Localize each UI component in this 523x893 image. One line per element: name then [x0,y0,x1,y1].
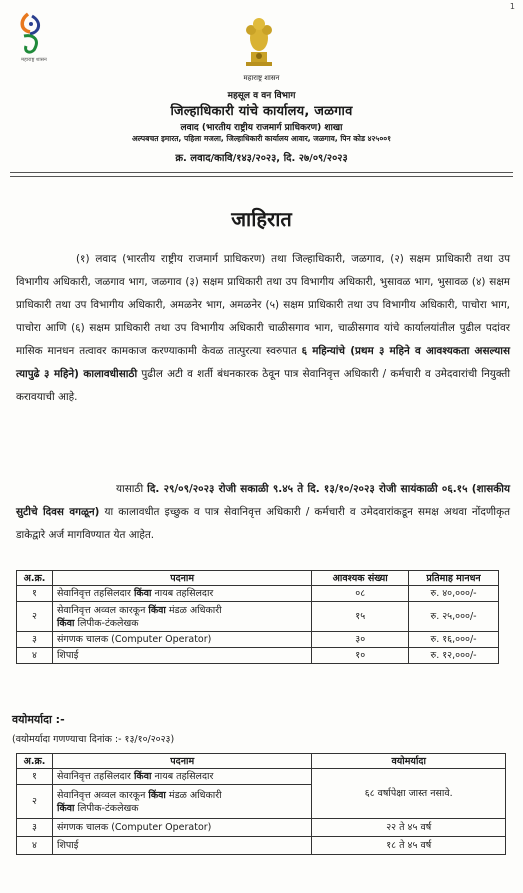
notice-title: जाहिरात [231,207,292,231]
column-header: पदनाम [52,571,311,586]
header-department: महसूल व वन विभाग [227,91,296,101]
column-header: पदनाम [52,754,311,769]
maharashtra-logo-icon [14,10,48,58]
column-header: अ.क्र. [17,571,53,586]
logo-caption: महाराष्ट्र शासन [21,57,47,63]
header-address: अल्पबचत इमारत, पहिला मजला, जिल्हाधिकारी कार्यालय आवार, जळगाव, पिन कोड ४२५००१ [131,134,392,143]
table-row: ३ संगणक चालक (Computer Operator) २२ ते ४५ वर्ष [17,819,506,837]
table-row: ४ शिपाई १८ ते ४५ वर्ष [17,837,506,855]
age-limit-date: (वयोमर्यादा गणण्याचा दिनांक :- १३/१०/२०२३) [12,734,175,745]
paragraph-2: यासाठी दि. २९/०९/२०२३ रोजी सकाळी ९.४५ ते दि. १३/१०/२०२३ रोजी सायंकाळी ०६.१५ (शासकीय सुटीचे दिवस वगळून) या कालावधीत इच्छुक व पात्र सेवानिवृत्त अधिकारी / कर्मचारी व उमेदवारांकडून समक्ष अथवा नोंदणीकृत डाकेद्वारे अर्ज मागविण्यात येत आहेत. [16,483,510,541]
page-number: 1 [509,2,515,11]
age-limit-heading: वयोमर्यादा :- [12,713,65,726]
table-row: २ सेवानिवृत्त अव्वल कारकून किंवा मंडळ अधिकारी किंवा लिपीक-टंकलेखक [17,785,506,819]
table-row: ४ शिपाई १० रु. १२,०००/- [17,648,499,664]
column-header: आवश्यक संख्या [312,571,409,586]
table-row: १ सेवानिवृत्त तहसिलदार किंवा नायब तहसिलदार ६८ वर्षापेक्षा जास्त नसावे. [17,769,506,785]
column-header: वयोमर्यादा [312,754,506,769]
divider-top [10,172,513,173]
column-header: प्रतिमाह मानधन [409,571,499,586]
header-branch: लवाद (भारतीय राष्ट्रीय राजमार्ग प्राधिकरण) शाखा [180,123,343,133]
table-row: २ सेवानिवृत्त अव्वल कारकून किंवा मंडळ अधिकारी किंवा लिपीक-टंकलेखक १५ रु. २५,०००/- [17,602,499,632]
age-limit-merged: ६८ वर्षापेक्षा जास्त नसावे. [312,769,506,819]
paragraph-1: (१) लवाद (भारतीय राष्ट्रीय राजमार्ग प्राधिकरण) तथा जिल्हाधिकारी, जळगाव, (२) सक्षम प्राधिकारी तथा उप विभागीय अधिकारी, जळगाव भाग, जळगाव (३) सक्षम प्राधिकारी तथा उप विभागीय अधिकारी, भुसावळ भाग, भुसावळ (४) सक्षम प्राधिकारी तथा उप विभागीय अधिकारी, अमळनेर भाग, अमळनेर (५) सक्षम प्राधिकारी तथा उप विभागीय अधिकारी, पाचोरा भाग, पाचोरा आणि (६) सक्षम प्राधिकारी तथा उप विभागीय अधिकारी चाळीसगाव भाग, चाळीसगाव यांचे कार्यालयांतील पुढील पदांवर मासिक मानधन तत्वावर कामकाज करण्याकामी केवळ तात्पुरत्या स्वरुपात ६ महिन्यांचे (प्रथम ३ महिने व आवश्यकता असल्यास त्यापुढे ३ महिने) कालावधीसाठी पुढील अटी व शर्ती बंधनकारक ठेवून पात्र सेवानिवृत्त अधिकारी / कर्मचारी व उमेदवारांची नियुक्ती करावयाची आहे. [16,253,511,403]
divider-top-2 [10,176,513,177]
national-emblem-icon [238,12,280,70]
column-header: अ.क्र. [17,754,53,769]
header-line-1: महाराष्ट्र शासन [243,74,280,82]
header-office: जिल्हाधिकारी यांचे कार्यालय, जळगाव [170,104,353,119]
table-header-row [17,754,506,769]
age-limit-table [16,753,506,855]
posts-table [16,570,499,664]
table-row: १ सेवानिवृत्त तहसिलदार किंवा नायब तहसिलदार ०८ रु. ४०,०००/- [17,586,499,602]
table-header-row [17,571,499,586]
header-reference: क्र. लवाद/कावि/१४३/२०२३, दि. २७/०९/२०२३ [175,153,348,164]
table-row: ३ संगणक चालक (Computer Operator) ३० रु. १६,०००/- [17,632,499,648]
